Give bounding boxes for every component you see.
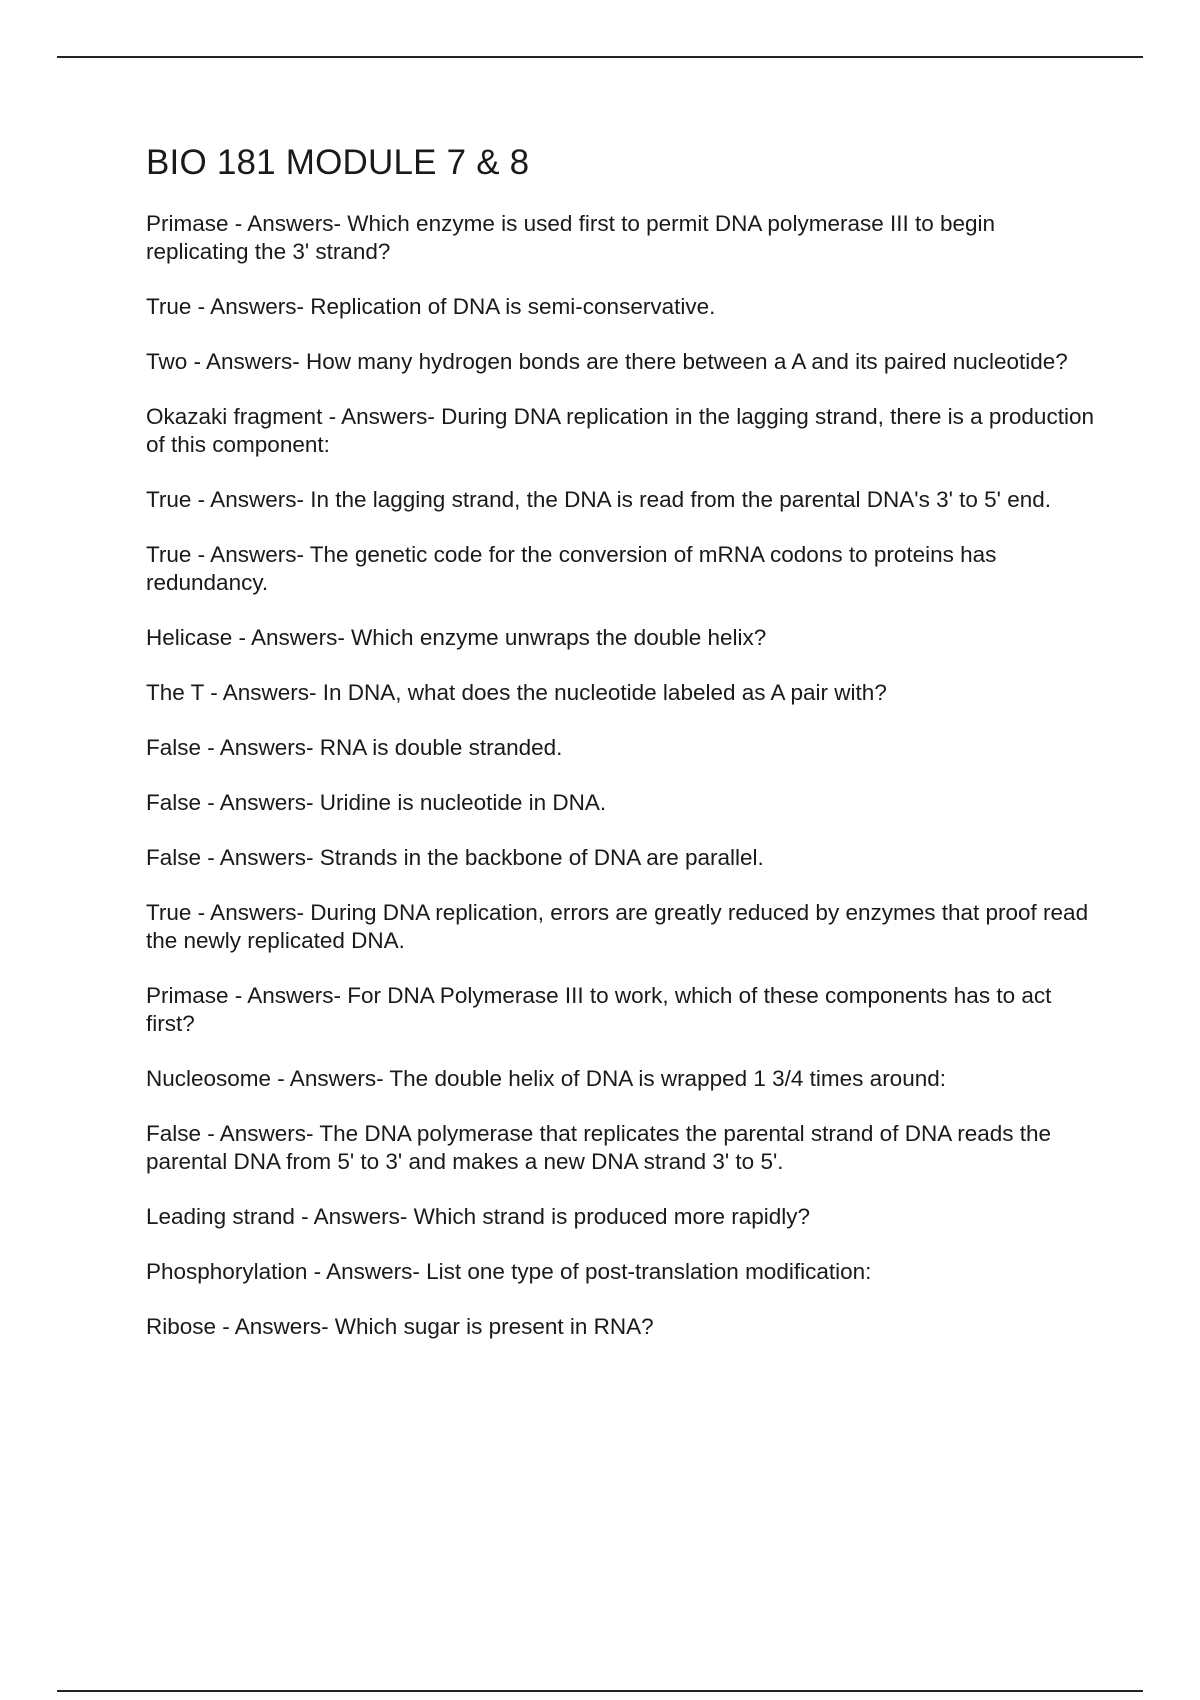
header-rule <box>57 56 1143 58</box>
qa-entry: Primase - Answers- For DNA Polymerase III to work, which of these components has to act first? <box>146 983 1052 1036</box>
qa-entry: True - Answers- During DNA replication, errors are greatly reduced by enzymes that proof read the newly replicated DNA. <box>146 900 1089 953</box>
qa-entry: The T - Answers- In DNA, what does the nucleotide labeled as A pair with? <box>146 680 887 705</box>
qa-entry: Nucleosome - Answers- The double helix of DNA is wrapped 1 3/4 times around: <box>146 1066 946 1091</box>
qa-entry: Leading strand - Answers- Which strand is produced more rapidly? <box>146 1204 811 1229</box>
qa-entry: False - Answers- Uridine is nucleotide in DNA. <box>146 790 607 815</box>
document-body <box>146 142 1096 1368</box>
footer-rule <box>57 1690 1143 1692</box>
qa-entry: Primase - Answers- Which enzyme is used first to permit DNA polymerase III to begin replicating the 3' strand? <box>146 211 996 264</box>
qa-entry: Phosphorylation - Answers- List one type of post-translation modification: <box>146 1259 872 1284</box>
qa-entry: Okazaki fragment - Answers- During DNA replication in the lagging strand, there is a production of this component: <box>146 404 1094 457</box>
qa-entry: False - Answers- Strands in the backbone of DNA are parallel. <box>146 845 764 870</box>
qa-entry: Two - Answers- How many hydrogen bonds are there between a A and its paired nucleotide? <box>146 349 1068 374</box>
qa-entry: False - Answers- RNA is double stranded. <box>146 735 563 760</box>
qa-entry: False - Answers- The DNA polymerase that replicates the parental strand of DNA reads the parental DNA from 5' to 3' and makes a new DNA strand 3' to 5'. <box>146 1121 1052 1174</box>
qa-entry: Helicase - Answers- Which enzyme unwraps the double helix? <box>146 625 767 650</box>
page-title: BIO 181 MODULE 7 & 8 <box>146 143 530 182</box>
qa-entry: Ribose - Answers- Which sugar is present in RNA? <box>146 1314 654 1339</box>
qa-entry: True - Answers- The genetic code for the conversion of mRNA codons to proteins has redundancy. <box>146 542 997 595</box>
qa-entry: True - Answers- In the lagging strand, the DNA is read from the parental DNA's 3' to 5' end. <box>146 487 1051 512</box>
qa-list <box>146 210 1096 1341</box>
qa-entry: True - Answers- Replication of DNA is semi-conservative. <box>146 294 716 319</box>
